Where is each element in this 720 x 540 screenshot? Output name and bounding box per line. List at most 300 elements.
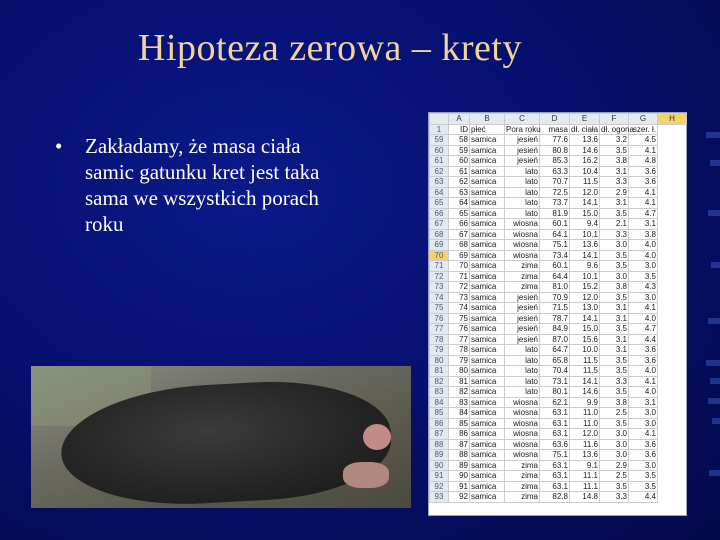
cell[interactable]: 64.4 [540,271,570,282]
cell[interactable]: 3.0 [600,429,629,440]
cell[interactable]: 9.6 [570,261,600,272]
cell[interactable]: 14.8 [570,492,600,503]
cell[interactable]: samica [470,376,505,387]
cell[interactable]: 4.3 [629,282,658,293]
cell[interactable]: samica [470,271,505,282]
cell[interactable]: 3.1 [600,345,629,356]
row-number[interactable]: 62 [430,166,449,177]
cell[interactable]: samica [470,492,505,503]
cell[interactable]: 60.1 [540,261,570,272]
cell[interactable]: 91 [449,481,470,492]
row-number[interactable]: 88 [430,439,449,450]
cell[interactable]: 73.4 [540,250,570,261]
row-number[interactable]: 76 [430,313,449,324]
cell[interactable]: jesień [505,292,540,303]
cell[interactable]: wiosna [505,439,540,450]
cell[interactable]: 4.1 [629,187,658,198]
cell[interactable]: lato [505,166,540,177]
cell[interactable]: 3.5 [600,250,629,261]
cell[interactable]: 85.3 [540,156,570,167]
cell[interactable]: samica [470,229,505,240]
cell[interactable]: 3.3 [600,229,629,240]
cell[interactable]: 88 [449,450,470,461]
cell[interactable]: 84.9 [540,324,570,335]
cell[interactable]: samica [470,166,505,177]
cell[interactable]: 89 [449,460,470,471]
cell[interactable]: zima [505,481,540,492]
cell[interactable]: 64 [449,198,470,209]
select-all-corner[interactable] [430,114,449,125]
cell[interactable]: 3.5 [600,418,629,429]
cell[interactable]: 2.5 [600,471,629,482]
cell[interactable]: 3.1 [600,303,629,314]
row-number[interactable]: 81 [430,366,449,377]
cell[interactable]: 11.5 [570,366,600,377]
cell[interactable]: 63.1 [540,408,570,419]
cell[interactable]: zima [505,282,540,293]
cell[interactable]: 3.5 [600,481,629,492]
cell[interactable]: 65.8 [540,355,570,366]
row-number[interactable]: 66 [430,208,449,219]
cell[interactable]: 11.1 [570,471,600,482]
cell[interactable]: 59 [449,145,470,156]
cell[interactable]: 73.1 [540,376,570,387]
cell[interactable]: 3.6 [629,166,658,177]
cell[interactable]: zima [505,460,540,471]
cell[interactable]: 69 [449,250,470,261]
cell[interactable]: zima [505,492,540,503]
column-header-g[interactable]: G [629,114,658,125]
cell[interactable]: 80.8 [540,145,570,156]
cell[interactable]: 4.1 [629,145,658,156]
cell[interactable]: 14.1 [570,198,600,209]
cell[interactable]: samica [470,450,505,461]
cell[interactable]: 13.0 [570,303,600,314]
cell[interactable]: samica [470,313,505,324]
cell[interactable]: 10.4 [570,166,600,177]
cell[interactable]: samica [470,250,505,261]
cell[interactable]: 3.5 [600,208,629,219]
row-number[interactable]: 71 [430,261,449,272]
cell[interactable]: 63.1 [540,481,570,492]
cell[interactable]: samica [470,187,505,198]
cell[interactable]: 4.5 [629,135,658,146]
cell[interactable]: szer. ł. [629,124,658,135]
row-number[interactable]: 72 [430,271,449,282]
cell[interactable]: 63.6 [540,439,570,450]
cell[interactable]: 14.6 [570,387,600,398]
row-number[interactable]: 67 [430,219,449,230]
cell[interactable]: 75.1 [540,450,570,461]
cell[interactable]: 10.1 [570,271,600,282]
cell[interactable]: dł. ciała [571,124,599,134]
cell[interactable]: 3.3 [600,177,629,188]
cell[interactable]: 4.0 [629,366,658,377]
cell[interactable]: 15.2 [570,282,600,293]
cell[interactable]: 71 [449,271,470,282]
cell[interactable]: 14.1 [570,250,600,261]
cell[interactable]: samica [470,198,505,209]
cell[interactable]: 3.0 [629,418,658,429]
cell[interactable]: 4.4 [629,492,658,503]
cell[interactable]: jesień [505,145,540,156]
cell[interactable]: 70.4 [540,366,570,377]
cell[interactable]: 10.0 [570,345,600,356]
cell[interactable]: dł. ogona [601,124,634,134]
cell[interactable]: 66 [449,219,470,230]
cell[interactable]: samica [470,261,505,272]
cell[interactable]: jesień [505,135,540,146]
cell[interactable]: samica [470,324,505,335]
cell[interactable]: samica [470,208,505,219]
row-number[interactable]: 91 [430,471,449,482]
row-number[interactable]: 64 [430,187,449,198]
cell[interactable]: samica [470,439,505,450]
cell[interactable]: samica [470,156,505,167]
cell[interactable]: zima [505,271,540,282]
cell[interactable]: 70.7 [540,177,570,188]
cell[interactable]: 3.8 [600,156,629,167]
cell[interactable]: 62.1 [540,397,570,408]
cell[interactable]: 62 [449,177,470,188]
cell[interactable]: 61 [449,166,470,177]
cell[interactable]: 11.5 [570,177,600,188]
cell[interactable]: wiosna [505,240,540,251]
cell[interactable]: 9.1 [570,460,600,471]
cell[interactable]: wiosna [505,418,540,429]
column-header-h[interactable]: H [658,114,687,125]
cell[interactable]: 3.5 [600,145,629,156]
cell[interactable]: 3.1 [600,166,629,177]
cell[interactable]: lato [505,355,540,366]
cell[interactable]: 11.0 [570,418,600,429]
cell[interactable]: 9.4 [570,219,600,230]
cell[interactable]: 11.6 [570,439,600,450]
cell[interactable]: 15.0 [570,208,600,219]
row-number[interactable]: 1 [430,124,449,135]
cell[interactable]: 92 [449,492,470,503]
cell[interactable]: lato [505,208,540,219]
cell[interactable]: 3.5 [600,355,629,366]
cell[interactable]: 79 [449,355,470,366]
cell[interactable]: 3.5 [600,366,629,377]
cell[interactable]: 73.7 [540,198,570,209]
cell[interactable]: 3.0 [629,292,658,303]
row-number[interactable]: 79 [430,345,449,356]
cell[interactable]: 72.5 [540,187,570,198]
column-header-c[interactable]: C [505,114,540,125]
row-number[interactable]: 69 [430,240,449,251]
cell[interactable]: 71.5 [540,303,570,314]
cell[interactable]: jesień [505,156,540,167]
row-number[interactable]: 61 [430,156,449,167]
row-number[interactable]: 73 [430,282,449,293]
cell[interactable]: 4.0 [629,313,658,324]
cell[interactable]: 2.5 [600,408,629,419]
cell[interactable]: 75 [449,313,470,324]
cell[interactable]: lato [505,187,540,198]
table-row [430,303,687,314]
column-header-f[interactable]: F [600,114,629,125]
cell[interactable]: lato [505,366,540,377]
cell[interactable]: samica [470,397,505,408]
cell[interactable]: lato [505,345,540,356]
cell[interactable]: 87.0 [540,334,570,345]
cell[interactable]: 11.0 [570,408,600,419]
cell[interactable]: samica [470,460,505,471]
cell[interactable]: 81 [449,376,470,387]
cell[interactable]: wiosna [505,429,540,440]
cell[interactable]: 63.1 [540,460,570,471]
cell[interactable]: jesień [505,334,540,345]
cell[interactable]: 3.6 [629,345,658,356]
cell[interactable]: 3.5 [600,292,629,303]
cell[interactable]: 3.8 [629,229,658,240]
cell[interactable]: 11.1 [570,481,600,492]
cell[interactable]: 4.8 [629,156,658,167]
cell[interactable]: 84 [449,408,470,419]
row-number[interactable]: 74 [430,292,449,303]
row-number[interactable]: 78 [430,334,449,345]
cell[interactable]: zima [505,261,540,272]
cell[interactable]: 4.7 [629,208,658,219]
row-number[interactable]: 89 [430,450,449,461]
cell[interactable]: samica [470,177,505,188]
cell[interactable]: 77 [449,334,470,345]
table-row [430,429,687,440]
cell[interactable]: 3.1 [629,219,658,230]
cell[interactable]: 13.6 [570,450,600,461]
cell[interactable]: 11.5 [570,355,600,366]
column-header-d[interactable]: D [540,114,570,125]
cell[interactable]: 75.1 [540,240,570,251]
cell[interactable]: 15.0 [570,324,600,335]
cell[interactable]: 4.7 [629,324,658,335]
cell[interactable]: samica [470,292,505,303]
cell[interactable]: 78.7 [540,313,570,324]
cell[interactable]: 4.0 [629,240,658,251]
row-number[interactable]: 87 [430,429,449,440]
row-number[interactable]: 84 [430,397,449,408]
cell[interactable]: 4.0 [629,250,658,261]
cell[interactable]: 3.2 [600,135,629,146]
cell[interactable]: 63.1 [540,418,570,429]
cell[interactable]: samica [470,219,505,230]
row-number[interactable]: 93 [430,492,449,503]
cell[interactable]: 3.0 [600,240,629,251]
cell[interactable]: 12.0 [570,187,600,198]
cell[interactable]: wiosna [505,450,540,461]
cell[interactable]: płeć [470,124,505,135]
cell[interactable]: samica [470,471,505,482]
cell[interactable]: 70.9 [540,292,570,303]
cell[interactable]: 3.1 [629,397,658,408]
column-header-b[interactable]: B [470,114,505,125]
cell[interactable]: 77.6 [540,135,570,146]
cell[interactable]: 3.0 [629,261,658,272]
cell[interactable]: 12.0 [570,292,600,303]
cell[interactable]: ID [449,124,470,135]
cell[interactable]: 74 [449,303,470,314]
row-number[interactable]: 82 [430,376,449,387]
cell[interactable]: 90 [449,471,470,482]
cell[interactable]: 2.1 [600,219,629,230]
cell[interactable]: 64.1 [540,229,570,240]
cell[interactable]: zima [505,471,540,482]
cell[interactable]: jesień [505,303,540,314]
cell[interactable]: 58 [449,135,470,146]
cell[interactable]: 63 [449,187,470,198]
cell[interactable]: samica [470,145,505,156]
cell[interactable]: 68 [449,240,470,251]
cell[interactable]: samica [470,345,505,356]
cell[interactable]: 3.5 [629,481,658,492]
cell[interactable]: wiosna [505,408,540,419]
cell[interactable]: 4.0 [629,387,658,398]
cell[interactable]: 14.6 [570,145,600,156]
cell[interactable]: 3.5 [629,471,658,482]
cell[interactable]: 83 [449,397,470,408]
cell[interactable]: 14.1 [570,313,600,324]
cell[interactable]: jesień [505,324,540,335]
cell[interactable]: 70 [449,261,470,272]
cell[interactable]: 3.6 [629,450,658,461]
cell[interactable]: samica [470,418,505,429]
cell[interactable]: 81.0 [540,282,570,293]
cell[interactable]: 3.3 [600,376,629,387]
cell[interactable]: 10.1 [570,229,600,240]
cell[interactable]: samica [470,408,505,419]
cell[interactable]: 16.2 [570,156,600,167]
cell[interactable]: 3.5 [629,271,658,282]
row-number[interactable]: 75 [430,303,449,314]
cell[interactable]: 13.6 [570,240,600,251]
row-number[interactable]: 65 [430,198,449,209]
cell[interactable]: wiosna [505,250,540,261]
row-number[interactable]: 70 [430,250,449,261]
cell[interactable]: 15.6 [570,334,600,345]
cell[interactable]: 3.0 [600,439,629,450]
cell[interactable]: samica [470,481,505,492]
cell[interactable]: 78 [449,345,470,356]
cell[interactable]: 76 [449,324,470,335]
cell[interactable]: 3.0 [600,450,629,461]
cell[interactable]: 63.3 [540,166,570,177]
cell[interactable]: Pora roku [506,124,541,134]
row-number[interactable]: 85 [430,408,449,419]
cell[interactable]: 80 [449,366,470,377]
row-number[interactable]: 77 [430,324,449,335]
cell[interactable]: lato [505,376,540,387]
cell[interactable]: samica [470,282,505,293]
row-number[interactable]: 92 [430,481,449,492]
row-number[interactable]: 68 [430,229,449,240]
cell[interactable]: 64.7 [540,345,570,356]
cell[interactable]: samica [470,366,505,377]
cell[interactable]: 82.8 [540,492,570,503]
cell[interactable]: 80.1 [540,387,570,398]
cell[interactable]: 9.9 [570,397,600,408]
row-number[interactable]: 60 [430,145,449,156]
cell[interactable]: 4.1 [629,303,658,314]
cell[interactable]: 81.9 [540,208,570,219]
cell[interactable]: samica [470,355,505,366]
cell[interactable]: 14.1 [570,376,600,387]
cell[interactable]: 3.8 [600,397,629,408]
cell[interactable]: samica [470,429,505,440]
cell[interactable]: 3.6 [629,177,658,188]
cell[interactable]: wiosna [505,229,540,240]
cell[interactable]: samica [470,334,505,345]
cell[interactable]: 4.1 [629,429,658,440]
table-row [430,408,687,419]
row-number[interactable]: 80 [430,355,449,366]
cell[interactable]: samica [470,240,505,251]
cell[interactable]: 3.8 [600,282,629,293]
column-header-a[interactable]: A [449,114,470,125]
cell[interactable]: masa [540,124,570,135]
cell[interactable]: 72 [449,282,470,293]
cell[interactable]: 3.6 [629,439,658,450]
cell[interactable]: 73 [449,292,470,303]
cell[interactable]: 87 [449,439,470,450]
cell[interactable]: 3.0 [629,460,658,471]
cell[interactable]: 3.1 [600,334,629,345]
cell[interactable]: 13.6 [570,135,600,146]
cell[interactable]: 60.1 [540,219,570,230]
cell[interactable]: 63.1 [540,429,570,440]
cell[interactable]: 2.9 [600,187,629,198]
row-number[interactable]: 83 [430,387,449,398]
cell[interactable]: 65 [449,208,470,219]
cell[interactable]: 4.1 [629,376,658,387]
cell[interactable]: wiosna [505,219,540,230]
cell[interactable]: 82 [449,387,470,398]
cell[interactable]: 2.9 [600,460,629,471]
cell[interactable]: samica [470,387,505,398]
cell[interactable]: wiosna [505,397,540,408]
cell[interactable]: 86 [449,429,470,440]
cell[interactable]: 63.1 [540,471,570,482]
cell[interactable]: samica [470,135,505,146]
cell[interactable]: 4.4 [629,334,658,345]
row-number[interactable]: 63 [430,177,449,188]
cell[interactable]: 85 [449,418,470,429]
cell[interactable]: 67 [449,229,470,240]
cell[interactable]: 3.3 [600,492,629,503]
cell[interactable]: 3.5 [600,324,629,335]
cell[interactable]: 60 [449,156,470,167]
row-number[interactable]: 59 [430,135,449,146]
cell[interactable]: jesień [505,313,540,324]
cell[interactable]: 3.1 [600,313,629,324]
cell[interactable]: lato [505,198,540,209]
row-number[interactable]: 86 [430,418,449,429]
cell[interactable]: 3.5 [600,387,629,398]
cell[interactable]: 12.0 [570,429,600,440]
cell[interactable]: 3.1 [600,198,629,209]
cell[interactable]: 3.0 [629,408,658,419]
cell[interactable]: lato [505,387,540,398]
cell[interactable]: 4.1 [629,198,658,209]
cell[interactable]: 3.6 [629,355,658,366]
cell[interactable]: 3.5 [600,261,629,272]
cell[interactable]: samica [470,303,505,314]
row-number[interactable]: 90 [430,460,449,471]
column-header-e[interactable]: E [570,114,600,125]
cell[interactable]: lato [505,177,540,188]
cell[interactable]: 3.0 [600,271,629,282]
